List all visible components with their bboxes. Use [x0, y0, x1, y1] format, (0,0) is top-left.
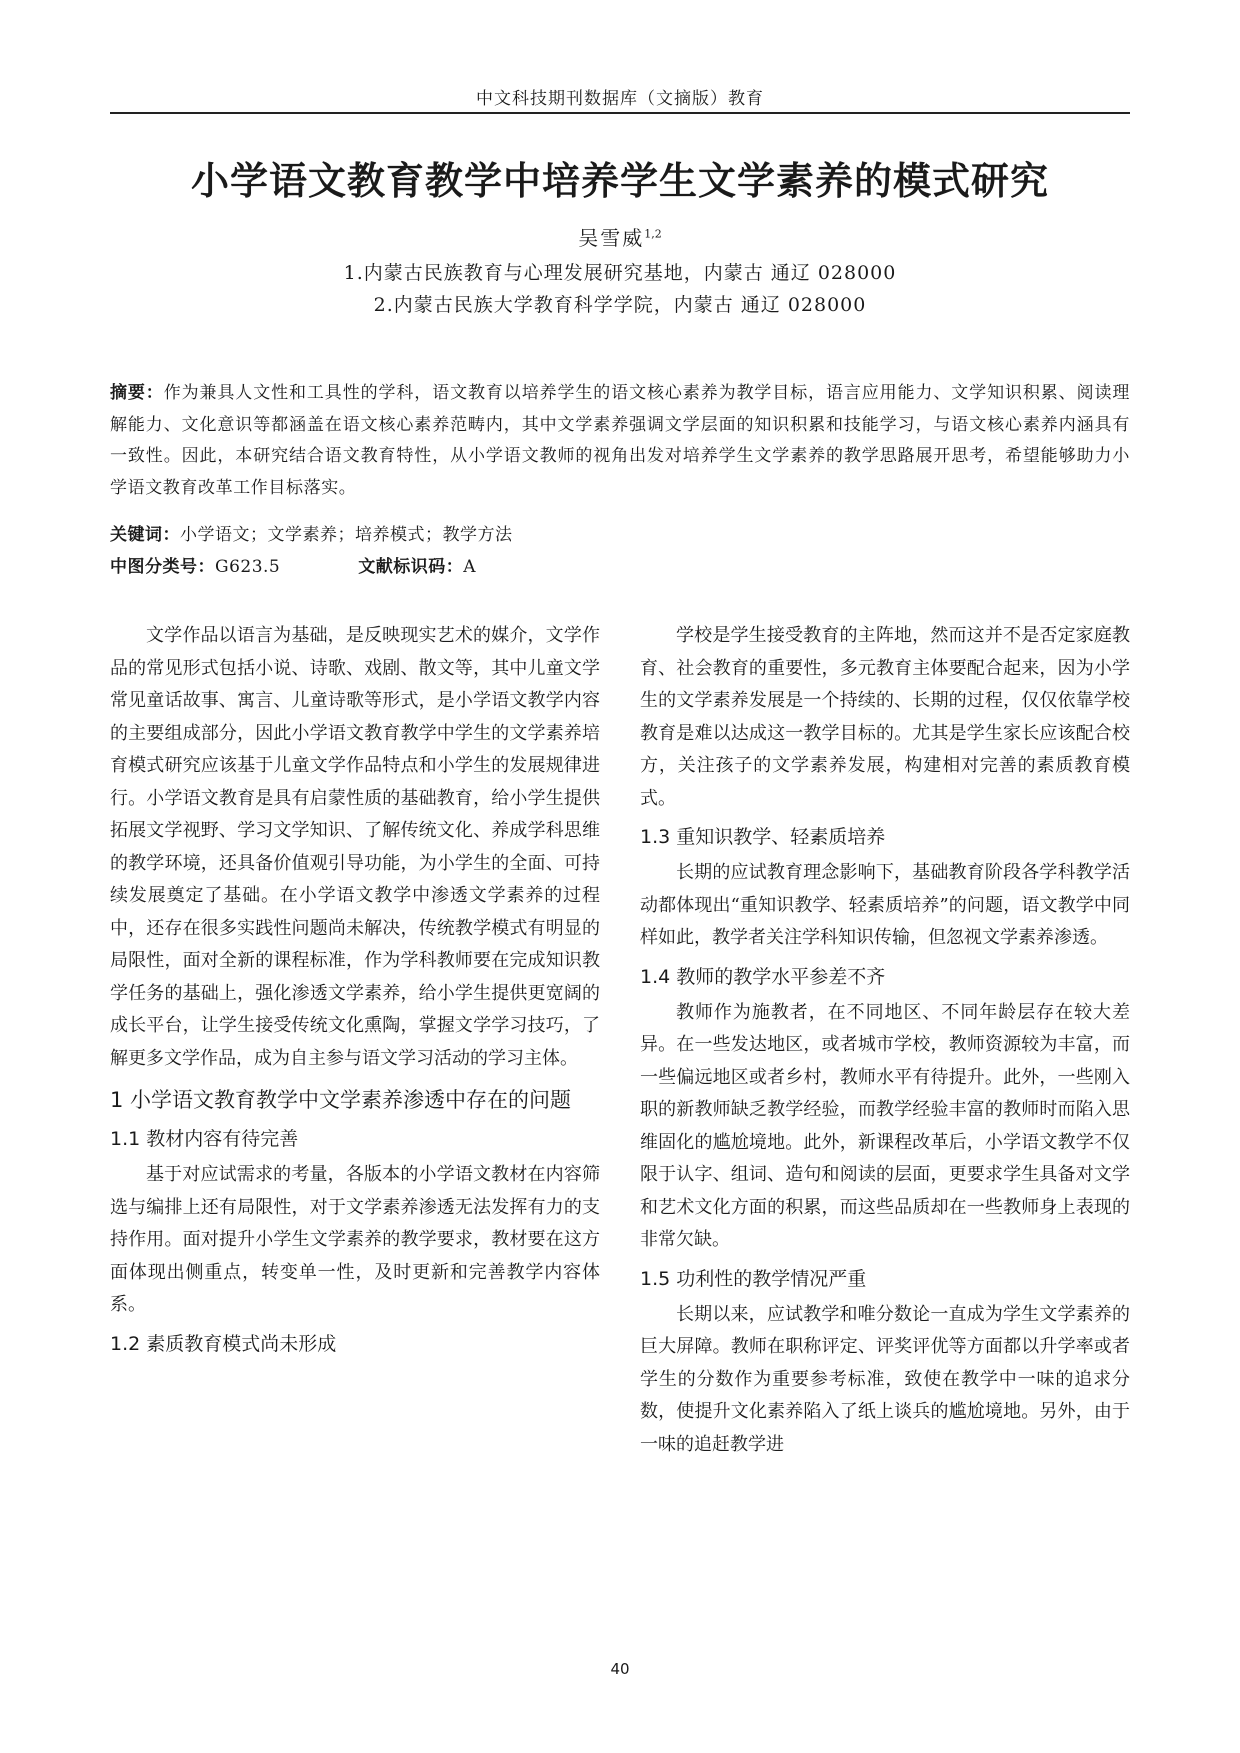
abstract	[110, 378, 1130, 504]
classification-line	[110, 552, 1130, 577]
section-1-2-paragraph: 学校是学生接受教育的主阵地，然而这并不是否定家庭教育、社会教育的重要性，多元教育主体要配合起来，因为小学生的文学素养发展是一个持续的、长期的过程，仅仅依靠学校教育是难以达成这一教学目标的。尤其是学生家长应该配合校方，关注孩子的文学素养发展，构建相对完善的素质教育模式。	[640, 625, 1130, 809]
page-number: 40	[610, 1660, 630, 1678]
affiliation-2: 2.内蒙古民族大学教育科学学院，内蒙古 通辽 028000	[373, 294, 867, 316]
keywords	[110, 520, 1130, 545]
section-1-1-paragraph: 基于对应试需求的考量，各版本的小学语文教材在内容筛选与编排上还有局限性，对于文学素养渗透无法发挥有力的支持作用。面对提升小学生文学素养的教学要求，教材要在这方面体现出侧重点，转变单一性，及时更新和完善教学内容体系。	[110, 1164, 600, 1315]
doc-code-label: 文献标识码：	[358, 557, 464, 577]
section-1-heading: 1 小学语文教育教学中文学素养渗透中存在的问题	[110, 1088, 572, 1112]
section-1-5-heading: 1.5 功利性的教学情况严重	[640, 1267, 867, 1290]
section-1-4-paragraph: 教师作为施教者，在不同地区、不同年龄层存在较大差异。在一些发达地区，或者城市学校，教师资源较为丰富，而一些偏远地区或者乡村，教师水平有待提升。此外，一些刚入职的新教师缺乏教学经验，而教学经验丰富的教师时而陷入思维固化的尴尬境地。此外，新课程改革后，小学语文教学不仅限于认字、组词、造句和阅读的层面，更要求学生具备对文学和艺术文化方面的积累，而这些品质却在一些教师身上表现的非常欠缺。	[640, 1001, 1130, 1250]
doc-code-value: A	[463, 557, 477, 577]
journal-header: 中文科技期刊数据库（文摘版）教育	[476, 89, 764, 109]
section-1-3-paragraph: 长期的应试教育理念影响下，基础教育阶段各学科教学活动都体现出“重知识教学、轻素质培养”的问题，语文教学中同样如此，教学者关注学科知识传输，但忽视文学素养渗透。	[640, 862, 1130, 948]
affiliation-1: 1.内蒙古民族教育与心理发展研究基地，内蒙古 通辽 028000	[343, 262, 897, 284]
abstract-label: 摘要：	[110, 383, 164, 403]
section-1-2-heading: 1.2 素质教育模式尚未形成	[110, 1332, 337, 1355]
left-column	[110, 620, 600, 1364]
keywords-label: 关键词：	[110, 525, 180, 545]
section-1-4-heading: 1.4 教师的教学水平参差不齐	[640, 965, 886, 988]
author-line	[80, 222, 1160, 251]
abstract-text: 作为兼具人文性和工具性的学科，语文教育以培养学生的语文核心素养为教学目标，语言应用能力、文学知识积累、阅读理解能力、文化意识等都涵盖在语文核心素养范畴内，其中文学素养强调文学层面的知识积累和技能学习，与语文核心素养内涵具有一致性。因此，本研究结合语文教育特性，从小学语文教师的视角出发对培养学生文学素养的教学思路展开思考，希望能够助力小学语文教育改革工作目标落实。	[110, 383, 1130, 498]
section-1-1-heading: 1.1 教材内容有待完善	[110, 1128, 299, 1150]
clc-value: G623.5	[215, 557, 281, 577]
header-rule	[110, 112, 1130, 114]
author-name: 吴雪威	[578, 226, 645, 250]
paper-title: 小学语文教育教学中培养学生文学素养的模式研究	[190, 159, 1049, 203]
keywords-text: 小学语文；文学素养；培养模式；教学方法	[180, 525, 513, 545]
intro-paragraph: 文学作品以语言为基础，是反映现实艺术的媒介，文学作品的常见形式包括小说、诗歌、戏剧、散文等，其中儿童文学常见童话故事、寓言、儿童诗歌等形式，是小学语文教学内容的主要组成部分，因此小学语文教育教学中学生的文学素养培育模式研究应该基于儿童文学作品特点和小学生的发展规律进行。小学语文教育是具有启蒙性质的基础教育，给小学生提供拓展文学视野、学习文学知识、了解传统文化、养成学科思维的教学环境，还具备价值观引导功能，为小学生的全面、可持续发展奠定了基础。在小学语文教学中渗透文学素养的过程中，还存在很多实践性问题尚未解决，传统教学模式有明显的局限性，面对全新的课程标准，作为学科教师要在完成知识教学任务的基础上，强化渗透文学素养，给小学生提供更宽阔的成长平台，让学生接受传统文化熏陶，掌握文学学习技巧，了解更多文学作品，成为自主参与语文学习活动的学习主体。	[110, 625, 600, 1069]
clc-label: 中图分类号：	[110, 557, 215, 577]
right-column	[640, 620, 1130, 1461]
section-1-5-paragraph: 长期以来，应试教学和唯分数论一直成为学生文学素养的巨大屏障。教师在职称评定、评奖评优等方面都以升学率或者学生的分数作为重要参考标准，致使在教学中一味的追求分数，使提升文化素养陷入了纸上谈兵的尴尬境地。另外，由于一味的追赶教学进	[640, 1303, 1130, 1455]
author-affiliation-marks: 1,2	[644, 227, 662, 241]
section-1-3-heading: 1.3 重知识教学、轻素质培养	[640, 826, 886, 848]
